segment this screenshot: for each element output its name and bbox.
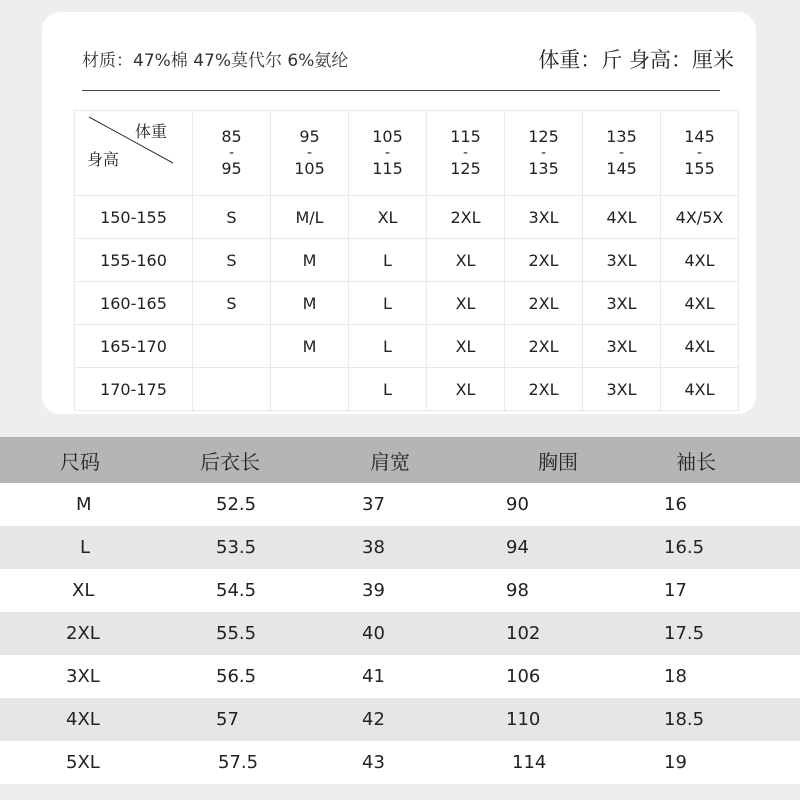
table-row [0,741,800,784]
shoulder-value: 38 [360,526,500,569]
weight-range-header: 115 - 125 [427,111,505,196]
sleeve-value: 17.5 [660,612,800,655]
table-row [0,526,800,569]
size-cell: 3XL [583,239,661,282]
size-cell: L [349,368,427,411]
chest-value: 114 [500,741,660,784]
size-cell: 2XL [427,196,505,239]
height-range-cell: 150-155 [75,196,193,239]
header-shoulder: 肩宽 [360,437,500,483]
size-cell: 3XL [505,196,583,239]
chest-value: 110 [500,698,660,741]
size-value: L [0,526,180,569]
material-composition: 材质：47%棉 47%莫代尔 6%氨纶 [82,51,349,71]
size-cell: XL [349,196,427,239]
size-cell: S [193,196,271,239]
sleeve-value: 16.5 [660,526,800,569]
size-cell [193,368,271,411]
measurement-table [0,437,800,784]
size-cell: L [349,325,427,368]
weight-range-header: 105 - 115 [349,111,427,196]
divider [82,90,720,91]
table-row [75,325,739,368]
size-cell: XL [427,325,505,368]
size-value: 5XL [0,741,180,784]
back-length-value: 54.5 [180,569,360,612]
shoulder-value: 41 [360,655,500,698]
table-row [75,282,739,325]
size-cell: 4XL [661,282,739,325]
size-cell: 2XL [505,325,583,368]
table-row [0,483,800,526]
size-cell: L [349,239,427,282]
size-cell: 2XL [505,282,583,325]
table-row [0,612,800,655]
size-cell: XL [427,282,505,325]
size-cell: 4XL [583,196,661,239]
back-length-value: 57.5 [180,741,360,784]
header-chest: 胸围 [500,437,660,483]
table-row [75,239,739,282]
size-value: 3XL [0,655,180,698]
back-length-value: 53.5 [180,526,360,569]
measurement-header-row [0,437,800,483]
sleeve-value: 18.5 [660,698,800,741]
table-row [75,196,739,239]
size-cell: XL [427,368,505,411]
back-length-value: 52.5 [180,483,360,526]
size-value: M [0,483,180,526]
chest-value: 102 [500,612,660,655]
size-value: 2XL [0,612,180,655]
height-range-cell: 170-175 [75,368,193,411]
table-row [0,698,800,741]
table-row [0,655,800,698]
size-cell: XL [427,239,505,282]
chest-value: 98 [500,569,660,612]
height-range-cell: 155-160 [75,239,193,282]
weight-range-header: 95 - 105 [271,111,349,196]
size-cell: 4X/5X [661,196,739,239]
sleeve-value: 19 [660,741,800,784]
shoulder-value: 37 [360,483,500,526]
size-cell: 4XL [661,368,739,411]
weight-axis-label: 体重 [135,122,168,141]
size-cell: M [271,239,349,282]
corner-cell [75,111,193,196]
size-cell: 4XL [661,325,739,368]
back-length-value: 56.5 [180,655,360,698]
header-size: 尺码 [0,437,180,483]
height-range-cell: 160-165 [75,282,193,325]
size-cell: 3XL [583,282,661,325]
shoulder-value: 43 [360,741,500,784]
back-length-value: 55.5 [180,612,360,655]
sleeve-value: 17 [660,569,800,612]
chest-value: 106 [500,655,660,698]
sleeve-value: 18 [660,655,800,698]
size-cell: 4XL [661,239,739,282]
sleeve-value: 16 [660,483,800,526]
size-cell: S [193,282,271,325]
height-range-cell: 165-170 [75,325,193,368]
size-cell: M [271,325,349,368]
size-value: XL [0,569,180,612]
header-sleeve: 袖长 [660,437,800,483]
size-cell [271,368,349,411]
size-cell: L [349,282,427,325]
size-recommendation-table [74,110,739,411]
size-cell: 3XL [583,368,661,411]
size-cell: M/L [271,196,349,239]
weight-range-header: 145 - 155 [661,111,739,196]
weight-range-header: 125 - 135 [505,111,583,196]
size-cell: 2XL [505,368,583,411]
size-cell: 3XL [583,325,661,368]
size-cell: M [271,282,349,325]
table-row [0,569,800,612]
header-back-length: 后衣长 [180,437,360,483]
units-note: 体重：斤 身高：厘米 [538,48,734,72]
weight-range-header: 135 - 145 [583,111,661,196]
height-axis-label: 身高 [87,150,120,169]
table-header-row [75,111,739,196]
back-length-value: 57 [180,698,360,741]
weight-range-header: 85 - 95 [193,111,271,196]
table-row [75,368,739,411]
size-cell [193,325,271,368]
shoulder-value: 42 [360,698,500,741]
shoulder-value: 39 [360,569,500,612]
size-value: 4XL [0,698,180,741]
chest-value: 94 [500,526,660,569]
size-cell: S [193,239,271,282]
shoulder-value: 40 [360,612,500,655]
chest-value: 90 [500,483,660,526]
size-cell: 2XL [505,239,583,282]
